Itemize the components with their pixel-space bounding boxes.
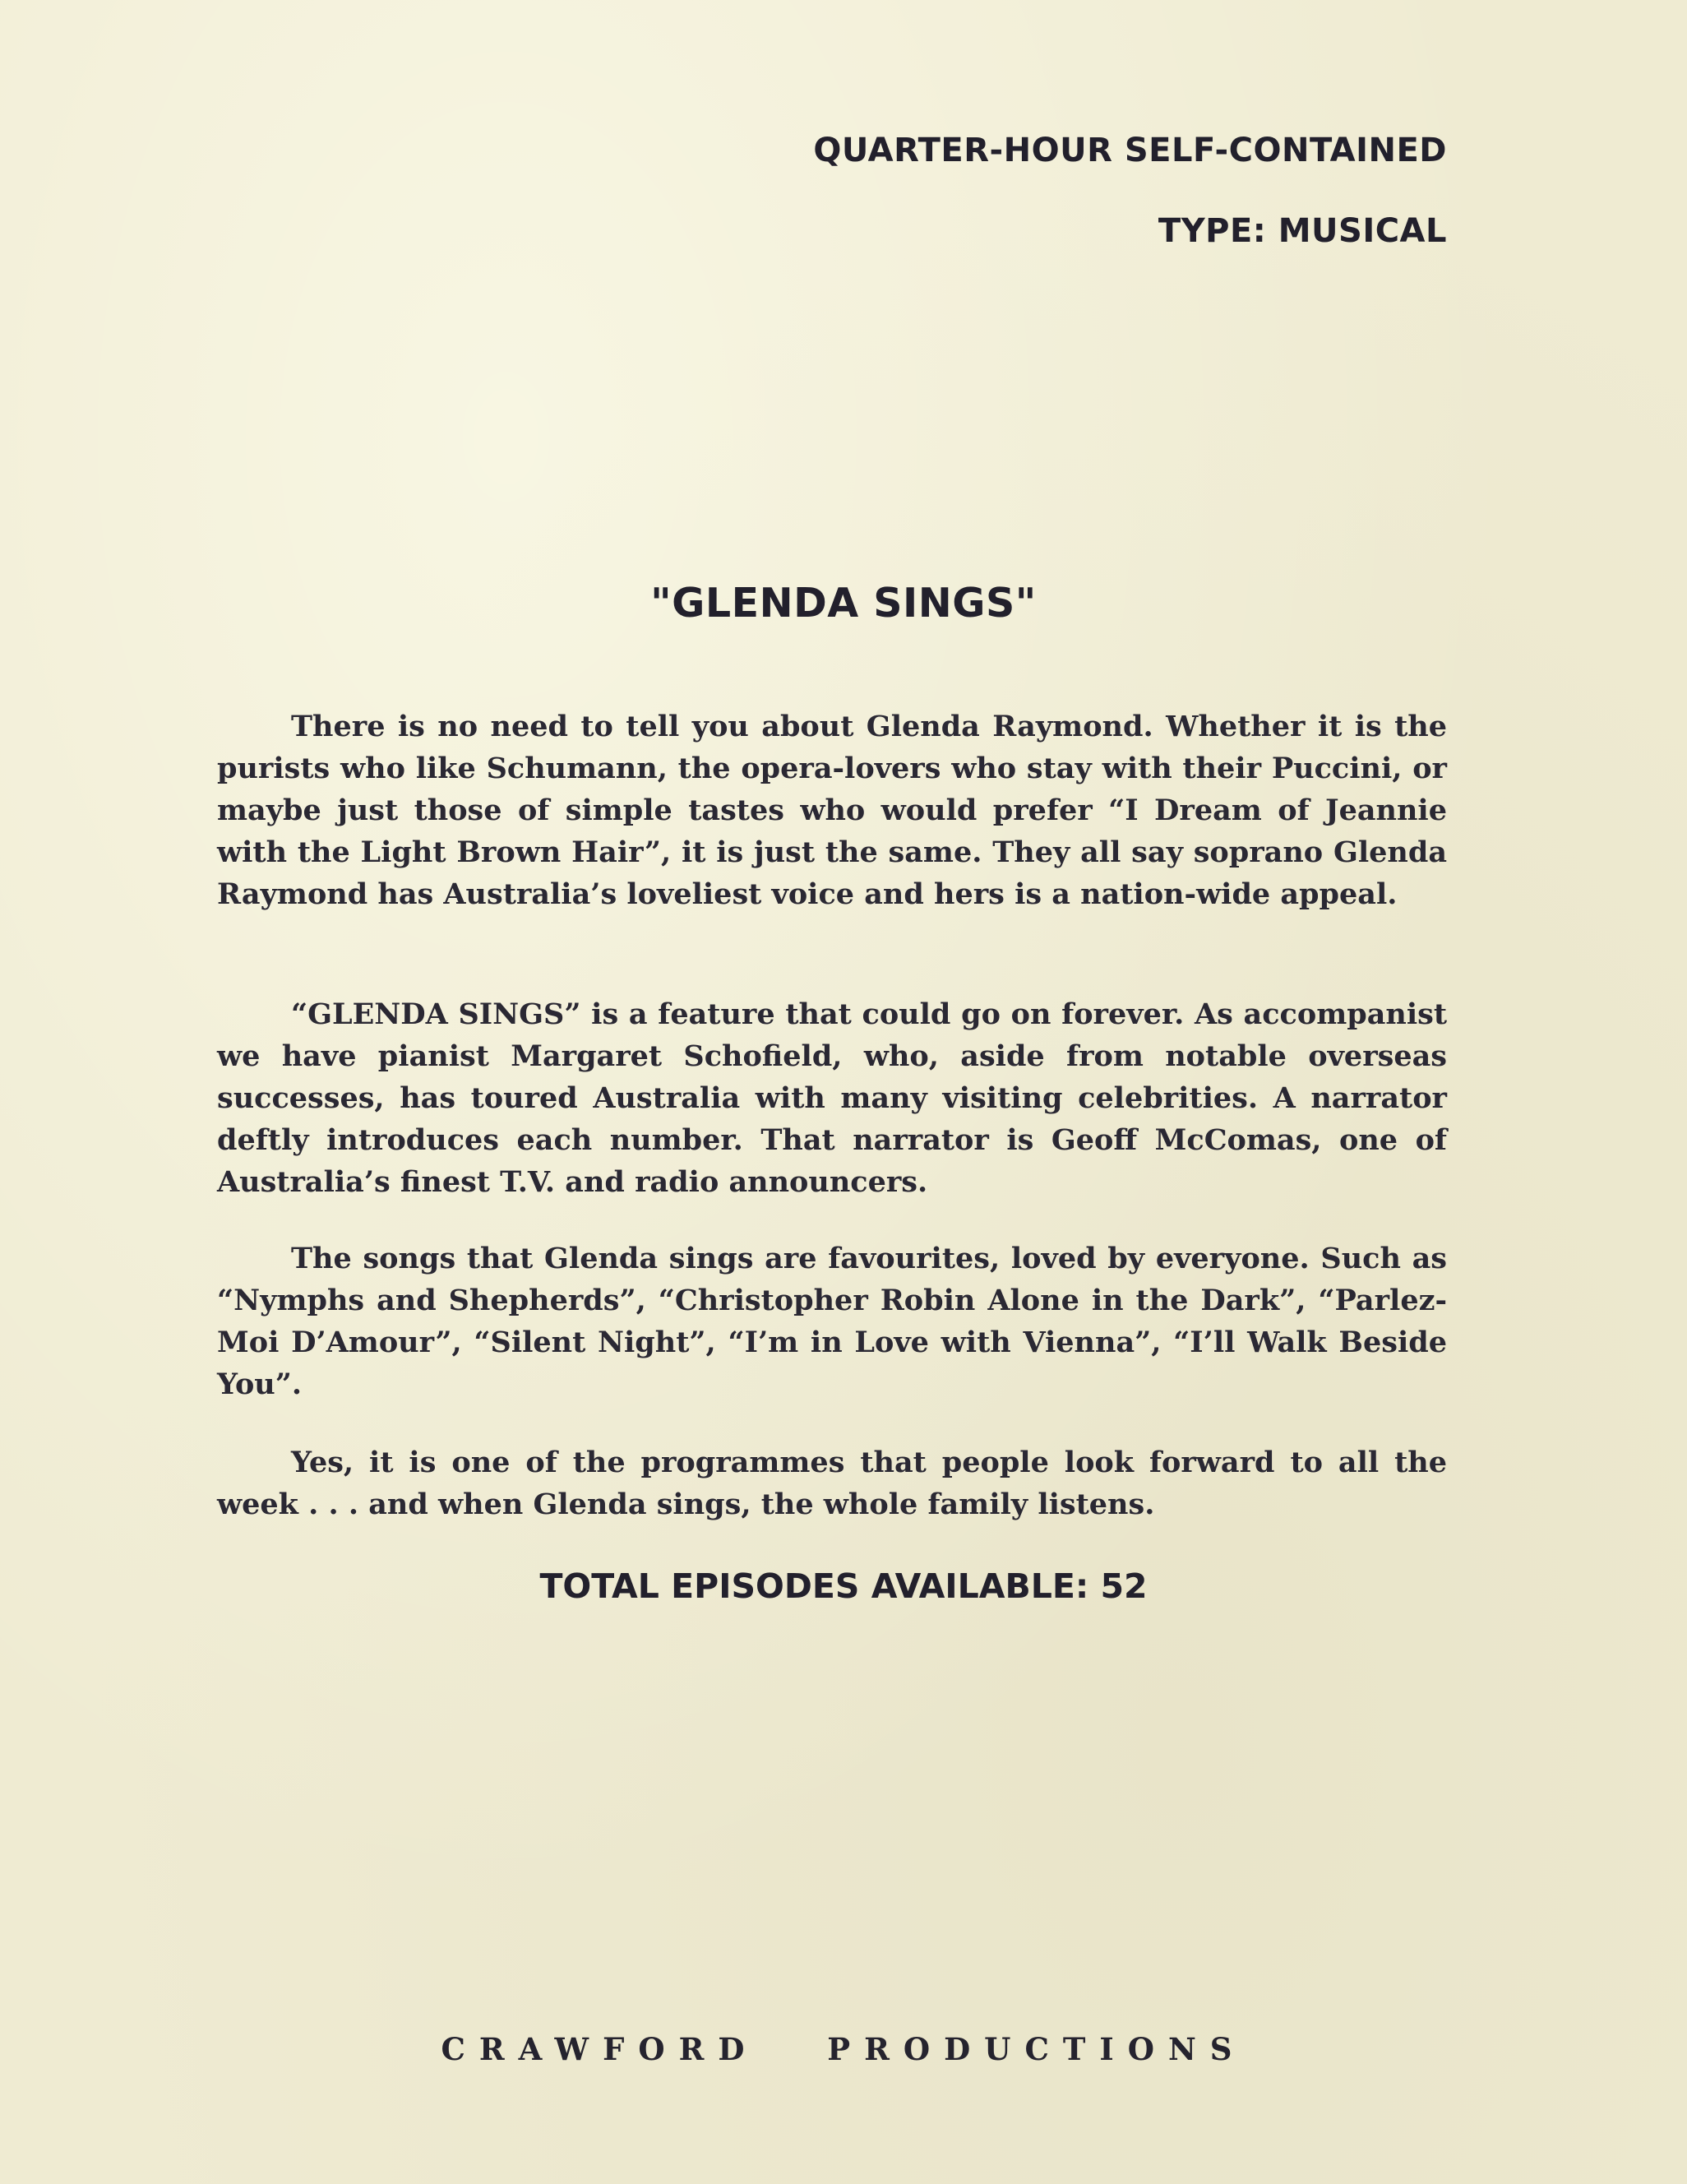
paragraph-songs: The songs that Glenda sings are favourites, loved by everyone. Such as “Nymphs and Shepherds”, “Christopher Robin Alone in the Dark”, “Parlez-Moi D’Amour”, “Silent Night”, “I’m in Love with Vienna”, “I’ll Walk Beside You”. — [217, 1242, 1447, 1401]
header-format: QUARTER-HOUR SELF-CONTAINED — [813, 132, 1447, 169]
page-title: "GLENDA SINGS" — [650, 580, 1037, 627]
paragraph-feature: “GLENDA SINGS” is a feature that could go on forever. As accompanist we have pianist Margaret Schofield, who, aside from notable overseas successes, has toured Australia with many visiting celebrities. A narrator deftly introduces each number. That narrator is Geoff McComas, one of Australia’s finest T.V. and radio announcers. — [217, 997, 1447, 1199]
total-episodes: TOTAL EPISODES AVAILABLE: 52 — [539, 1566, 1148, 1606]
footer-company: CRAWFORD PRODUCTIONS — [441, 2031, 1246, 2067]
paragraph-intro: There is no need to tell you about Glenda Raymond. Whether it is the purists who like Schumann, the opera-lovers who stay with their Puccini, or maybe just those of simple tastes who would prefer “I Dream of Jeannie with the Light Brown Hair”, it is just the same. They all say soprano Glenda Raymond has Australia’s loveliest voice and hers is a nation-wide appeal. — [217, 710, 1447, 911]
header-type: TYPE: MUSICAL — [1158, 212, 1447, 250]
paragraph-closing: Yes, it is one of the programmes that people look forward to all the week . . . and when Glenda sings, the whole family listens. — [217, 1446, 1447, 1521]
